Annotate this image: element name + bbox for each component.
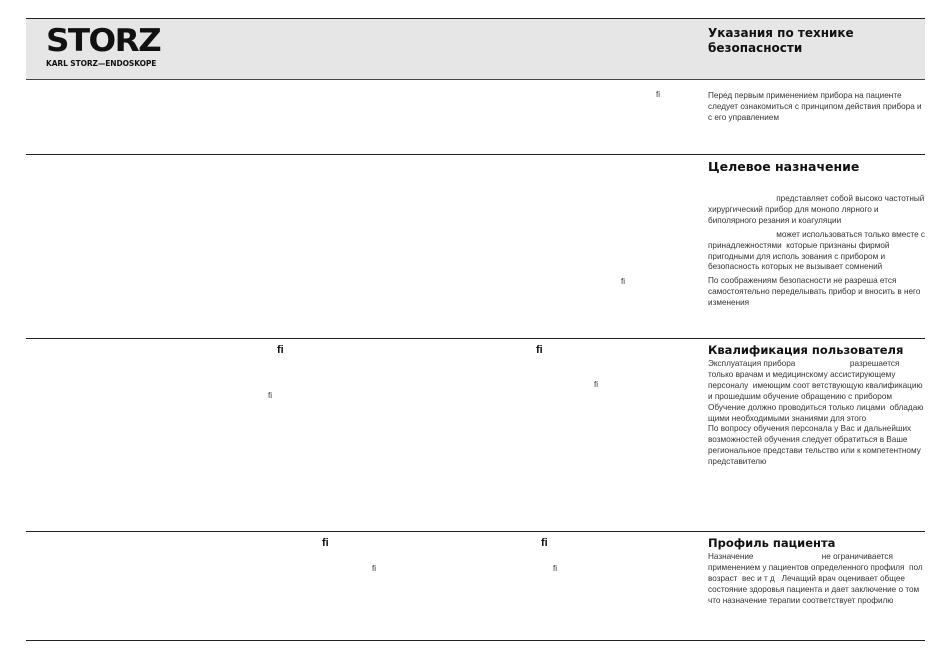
section-title-user-qualification: Квалификация пользователя bbox=[708, 343, 904, 357]
patient-profile-paragraph-1: Назначение не ограничивается применением у пациентов определенного профиля пол возраст вес и т д Лечащий врач оценивает общее состояние здоровья пациента и дает заключение о том что назначение терапии соответствует профилю bbox=[708, 552, 928, 605]
stray-ligature-fi: fi bbox=[621, 277, 625, 286]
stray-ligature-fi-bold: fi bbox=[277, 344, 284, 356]
stray-ligature-fi: fi bbox=[594, 380, 598, 389]
intro-paragraph: Перед первым применением прибора на пациенте следует ознакомиться с принципом действия прибора и с его управлением bbox=[708, 91, 924, 122]
section-divider bbox=[26, 338, 925, 339]
user-qualification-paragraph-1: Эксплуатация прибора разрешается только врачам и медицинскому ассистирующему персоналу имеющим соот ветствующую квалификацию и прошедшим обучение обращению с прибором Обучение должно проводиться только лицами обладаю щими необходимыми знаниями для этого bbox=[708, 359, 926, 423]
stray-ligature-fi-bold: fi bbox=[322, 537, 329, 549]
intended-use-text bbox=[708, 194, 938, 312]
logo-subtitle: KARL STORZ—ENDOSKOPE bbox=[46, 59, 157, 68]
stray-ligature-fi: fi bbox=[553, 564, 557, 573]
section-title-patient-profile: Профиль пациента bbox=[708, 536, 836, 550]
stray-ligature-fi-bold: fi bbox=[536, 344, 543, 356]
stray-ligature-fi: fi bbox=[656, 90, 660, 99]
intended-use-paragraph-2: может использоваться только вместе с принадлежностями которые признаны фирмой пригодными для исполь зования с прибором и безопасность которых не вызывает сомнений bbox=[708, 229, 938, 272]
stray-ligature-fi: fi bbox=[372, 564, 376, 573]
section-divider bbox=[26, 640, 925, 641]
intended-use-paragraph-3: По соображениям безопасности не разреша ется самостоятельно переделывать прибор и вносить в него изменения bbox=[708, 276, 923, 308]
stray-ligature-fi: fi bbox=[268, 391, 272, 400]
user-qualification-paragraph-2: По вопросу обучения персонала у Вас и дальнейших возможностей обучения следует обратиться в Ваше региональное представи тельство или к компетентному представителю bbox=[708, 424, 924, 467]
intended-use-paragraph-1: представляет собой высоко частотный хирургический прибор для монопо лярного и биполярного резания и коагуляции bbox=[708, 194, 927, 225]
page-title: Указания по технике безопасности bbox=[708, 26, 854, 55]
user-qualification-text bbox=[708, 359, 926, 471]
patient-profile-text bbox=[708, 552, 926, 610]
logo-wordmark: STORZ bbox=[46, 23, 161, 59]
section-divider bbox=[26, 531, 925, 532]
section-divider bbox=[26, 154, 925, 155]
stray-ligature-fi-bold: fi bbox=[541, 537, 548, 549]
storz-logo bbox=[46, 23, 161, 68]
section-title-intended-use: Целевое назначение bbox=[708, 159, 860, 174]
intro-text-block bbox=[708, 91, 926, 127]
